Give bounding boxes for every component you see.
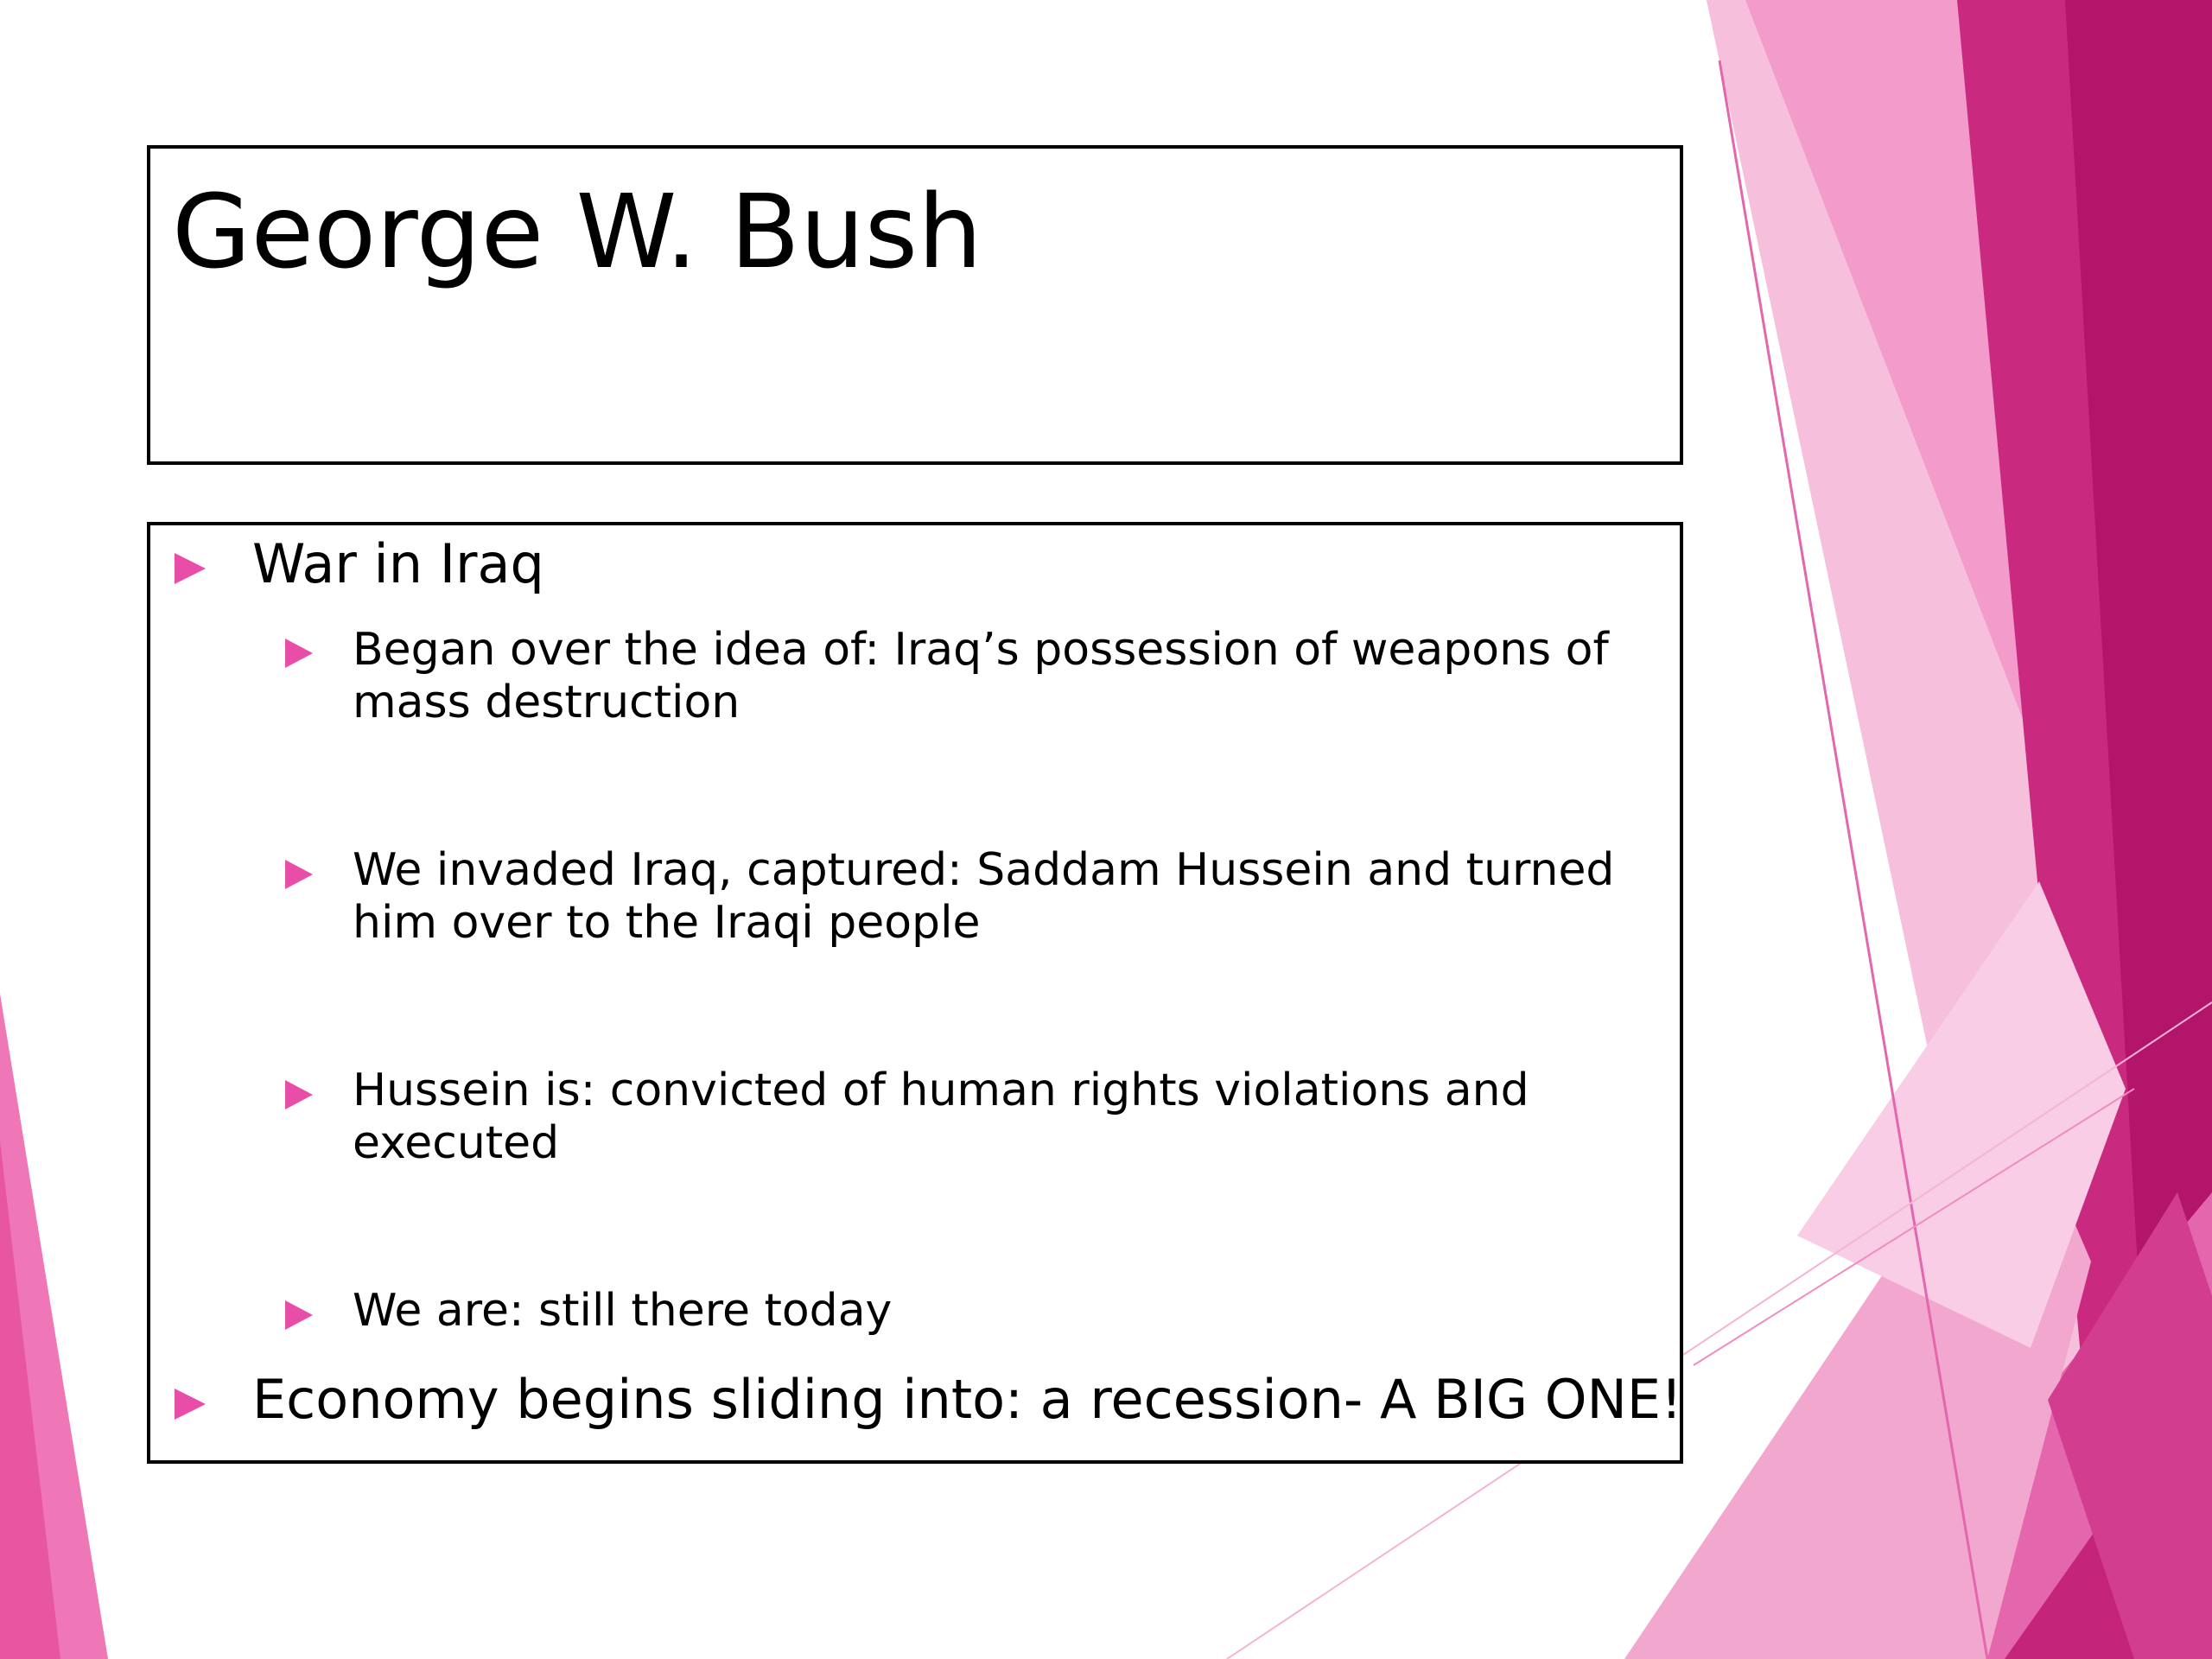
sub-bullet-text: Hussein is: convicted of human rights violations and executed (353, 1065, 1529, 1169)
title-box (147, 145, 1683, 465)
sub-bullet-text: We invaded Iraq, captured: Saddam Hussein and turned him over to the Iraqi people (353, 844, 1615, 949)
content-box (147, 522, 1683, 1464)
sub-bullet-text: Began over the idea of: Iraq’s possession of weapons of mass destruction (353, 624, 1609, 728)
bullet-arrow-icon (285, 639, 313, 668)
bullet-arrow-icon (285, 1080, 313, 1109)
bullet-arrow-icon (175, 553, 206, 584)
bullet-text: Economy begins sliding into: a recession- A BIG ONE! (252, 1368, 1682, 1431)
bullet-text: War in Iraq (252, 532, 544, 595)
bullet-arrow-icon (285, 860, 313, 889)
bullet-arrow-icon (285, 1300, 313, 1330)
bullet-arrow-icon (175, 1389, 206, 1420)
sub-bullet-text: We are: still there today (353, 1285, 893, 1337)
slide-title: George W. Bush (172, 172, 982, 291)
